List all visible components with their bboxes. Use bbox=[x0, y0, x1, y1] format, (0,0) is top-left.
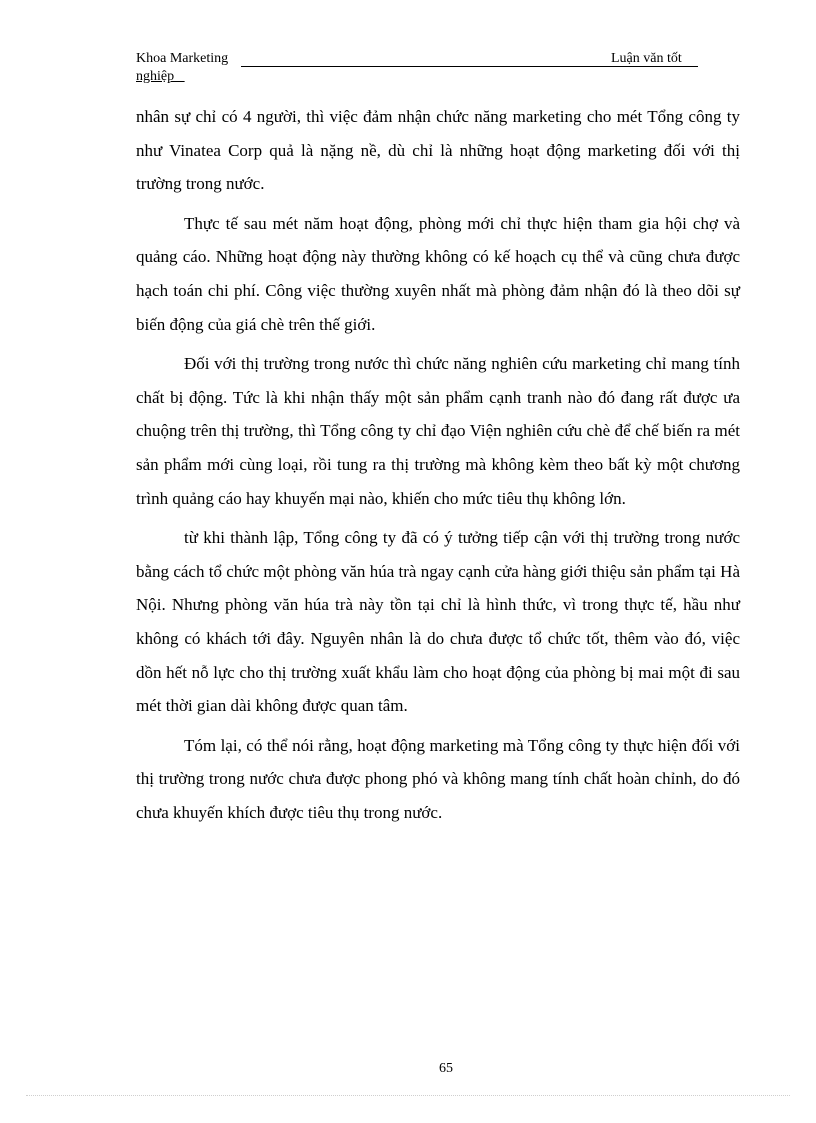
body-text bbox=[136, 100, 740, 829]
header-faculty: Khoa Marketing bbox=[136, 51, 229, 66]
paragraph: nhân sự chỉ có 4 người, thì việc đảm nhận chức năng marketing cho mét Tổng công ty như Vinatea Corp quả là nặng nề, dù chỉ là những hoạt động marketing đối với thị trường trong nước. bbox=[136, 107, 740, 194]
page-bottom-border bbox=[26, 1095, 790, 1096]
paragraph: từ khi thành lập, Tổng công ty đã có ý tưởng tiếp cận với thị trường trong nước bằng cách tổ chức một phòng văn húa trà ngay cạnh cửa hàng giới thiệu sản phẩm tại Hà Nội. Nhưng phòng văn húa trà này tồn tại chỉ là hình thức, vì trong thực tế, hầu như không có khách tới đây. Nguyên nhân là do chưa được tổ chức tốt, thêm vào đó, việc dồn hết nỗ lực cho thị trường xuất khẩu làm cho hoạt động của phòng bị mai một đi sau mét thời gian dài không được quan tâm. bbox=[136, 528, 740, 716]
paragraph: Đối với thị trường trong nước thì chức năng nghiên cứu marketing chỉ mang tính chất bị động. Tức là khi nhận thấy một sản phẩm cạnh tranh nào đó đang rất được ưa chuộng trên thị trường, thì Tổng công ty chỉ đạo Viện nghiên cứu chè để chế biến ra mét sản phẩm mới cùng loại, rồi tung ra thị trường mà không kèm theo bất kỳ một chương trình quảng cáo hay khuyến mại nào, khiến cho mức tiêu thụ không lớn. bbox=[136, 354, 740, 508]
paragraph: Tóm lại, có thể nói rằng, hoạt động marketing mà Tổng công ty thực hiện đối với thị trường trong nước chưa được phong phó và không mang tính chất hoàn chỉnh, do đó chưa khuyến khích được tiêu thụ trong nước. bbox=[136, 735, 740, 822]
paragraph: Thực tế sau mét năm hoạt động, phòng mới chỉ thực hiện tham gia hội chợ và quảng cáo. Những hoạt động này thường không có kế hoạch cụ thể và cũng chưa được hạch toán chi phí. Công việc thường xuyên nhất mà phòng đảm nhận đó là theo dõi sự biến động của giá chè trên thế giới. bbox=[136, 213, 740, 334]
page-header bbox=[136, 50, 698, 90]
header-thesis-title-wrap: nghiệp bbox=[136, 69, 185, 84]
header-thesis-title: Luận văn tốt bbox=[611, 51, 682, 66]
page-number: 65 bbox=[439, 1061, 453, 1076]
